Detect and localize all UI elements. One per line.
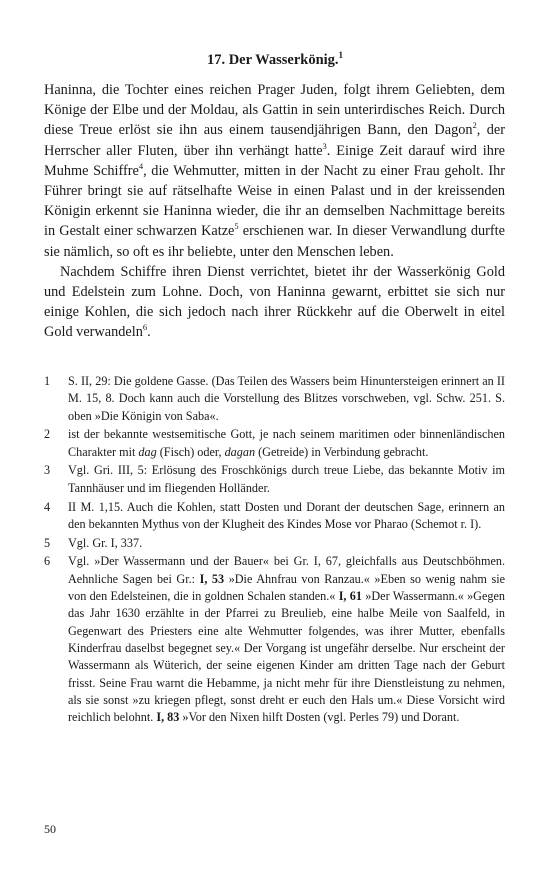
footnote xyxy=(44,426,505,461)
bold-reference: I, 61 xyxy=(338,589,362,604)
text-run: , der Herrscher aller Fluten, über ihn verhängt hatte xyxy=(44,122,505,159)
footnote-number: 4 xyxy=(44,499,51,514)
footnote-ref: 5 xyxy=(234,221,239,232)
footnote-number: 6 xyxy=(44,554,51,569)
footnote-text: Vgl. Gr. I, 337. xyxy=(68,535,143,550)
footnote-ref: 4 xyxy=(138,161,144,172)
footnote xyxy=(44,499,505,534)
bold-reference: I, 83 xyxy=(156,710,180,725)
text-run: Haninna, die Tochter eines reichen Prager Juden, folgt ihrem Geliebten, dem Könige der Elbe und der Moldau, als Gattin in sein unterirdisches Reich. Durch diese Treue erlöst sie ihn aus einem tausendjährigen Bann, den Dagon xyxy=(44,82,505,139)
text-run: »Der Wassermann.« »Gegen das Jahr 1630 erzählte in der Pfarrei zu Breulieb, eine halbe Meile von Saalfeld, in Gegenwart des Priesters eine alte Wehmutter folgendes, was ihrer Mutter, ebenfalls Kinderfrau daselbst begegnet sey.« Der Vorgang ist ungefähr derselbe. Nur erscheint der Wassermann als Wüterich, der seine eigenen Kinder am dritten Tage nach der Geburt frisst. Seine Frau warnt die Hebamme, ja nicht mehr für ihre Dienstleistung zu nehmen, als sie sonst »zu kriegen pflegt, sonst dreht er euch den Hals um.« Diese Vorsicht wird reichlich belohnt. xyxy=(68,589,505,725)
footnote xyxy=(44,535,505,552)
footnote-number: 5 xyxy=(44,535,51,550)
footnote xyxy=(44,373,505,425)
footnote xyxy=(44,553,505,726)
footnote-text: Vgl. Gri. III, 5: Erlösung des Froschkönigs durch treue Liebe, das bekannte Motiv im Tannhäuser und im fliegenden Holländer. xyxy=(68,463,505,495)
text-run: . xyxy=(147,324,151,341)
footnote-text xyxy=(68,553,505,726)
text-run: , die Wehmutter, mitten in der Nacht zu einer Frau geholt. Ihr Führer bringt sie auf rätselhafte Weise in einen Palast und in der kreissenden Königin erkennt sie Haninna wieder, die ihr an demselben Nachmittage bereits in Gestalt einer schwarzen Katze xyxy=(44,162,505,240)
text-run: ist der bekannte westsemitische Gott, je nach seinem maritimen oder binnenländischen Charakter mit xyxy=(68,427,505,459)
text-run: »Vor den Nixen hilft Dosten (vgl. Perles 79) und Dorant. xyxy=(179,710,460,725)
main-text xyxy=(44,80,505,343)
chapter-title xyxy=(0,50,550,69)
footnote-number: 1 xyxy=(44,374,51,388)
footnote-number: 2 xyxy=(44,427,51,442)
page-number: 50 xyxy=(44,822,56,836)
footnote-ref: 3 xyxy=(322,140,327,151)
italic-term: dagan xyxy=(224,444,256,459)
footnote-ref: 6 xyxy=(142,322,148,333)
footnote-text xyxy=(68,426,505,461)
text-run: Vgl. »Der Wassermann und der Bauer« bei Gr. I, 67, gleichfalls aus Deutschböhmen. Aehnliche Sagen bei Gr.: xyxy=(68,554,505,586)
paragraph xyxy=(44,80,505,262)
italic-term: dag xyxy=(138,444,157,459)
footnote-text: S. II, 29: Die goldene Gasse. (Das Teilen des Wassers beim Hinuntersteigen erinnert an II M. 15, 8. Doch kann auch die Vorstellung des Blitzes vorschweben, vgl. Schw. 251. S. oben »Die Königin von Saba«. xyxy=(68,374,505,423)
bold-reference: I, 53 xyxy=(199,571,225,586)
text-run: erschienen war. In dieser Verwandlung durfte sie nämlich, so oft es ihr beliebte, unter den Menschen leben. xyxy=(44,223,505,260)
footnote-ref: 1 xyxy=(338,50,344,60)
text-run: (Fisch) oder, xyxy=(156,444,225,459)
text-run: Nachdem Schiffre ihren Dienst verrichtet, bietet ihr der Wasserkönig Gold und Edelstein zum Lohne. Doch, von Haninna gewarnt, erbittet sie sich nur einige Kohlen, die sich jedoch nach ihrer Rückkehr auf die Oberwelt in eitel Gold verwandeln xyxy=(44,263,505,341)
footnote-text: II M. 1,15. Auch die Kohlen, statt Dosten und Dorant der deutschen Sage, erinnern an den bekannten Mythus von der Klugheit des Kindes Mose vor Pharao (Schemot r. I). xyxy=(68,499,505,531)
text-run: (Getreide) in Verbindung gebracht. xyxy=(255,444,429,459)
text-run: . Einige Zeit darauf wird ihre Muhme Schiffre xyxy=(44,142,505,179)
footnotes xyxy=(44,373,505,726)
paragraph xyxy=(44,262,505,343)
footnote-number: 3 xyxy=(44,463,51,478)
text-run: »Die Ahnfrau von Ranzau.« »Eben so wenig nahm sie von den Edelsteinen, die in goldnen Schalen standen.« xyxy=(68,571,505,604)
footnote-ref: 2 xyxy=(472,120,477,131)
footnote xyxy=(44,462,505,497)
chapter-title-text: 17. Der Wasserkönig. xyxy=(206,51,339,68)
